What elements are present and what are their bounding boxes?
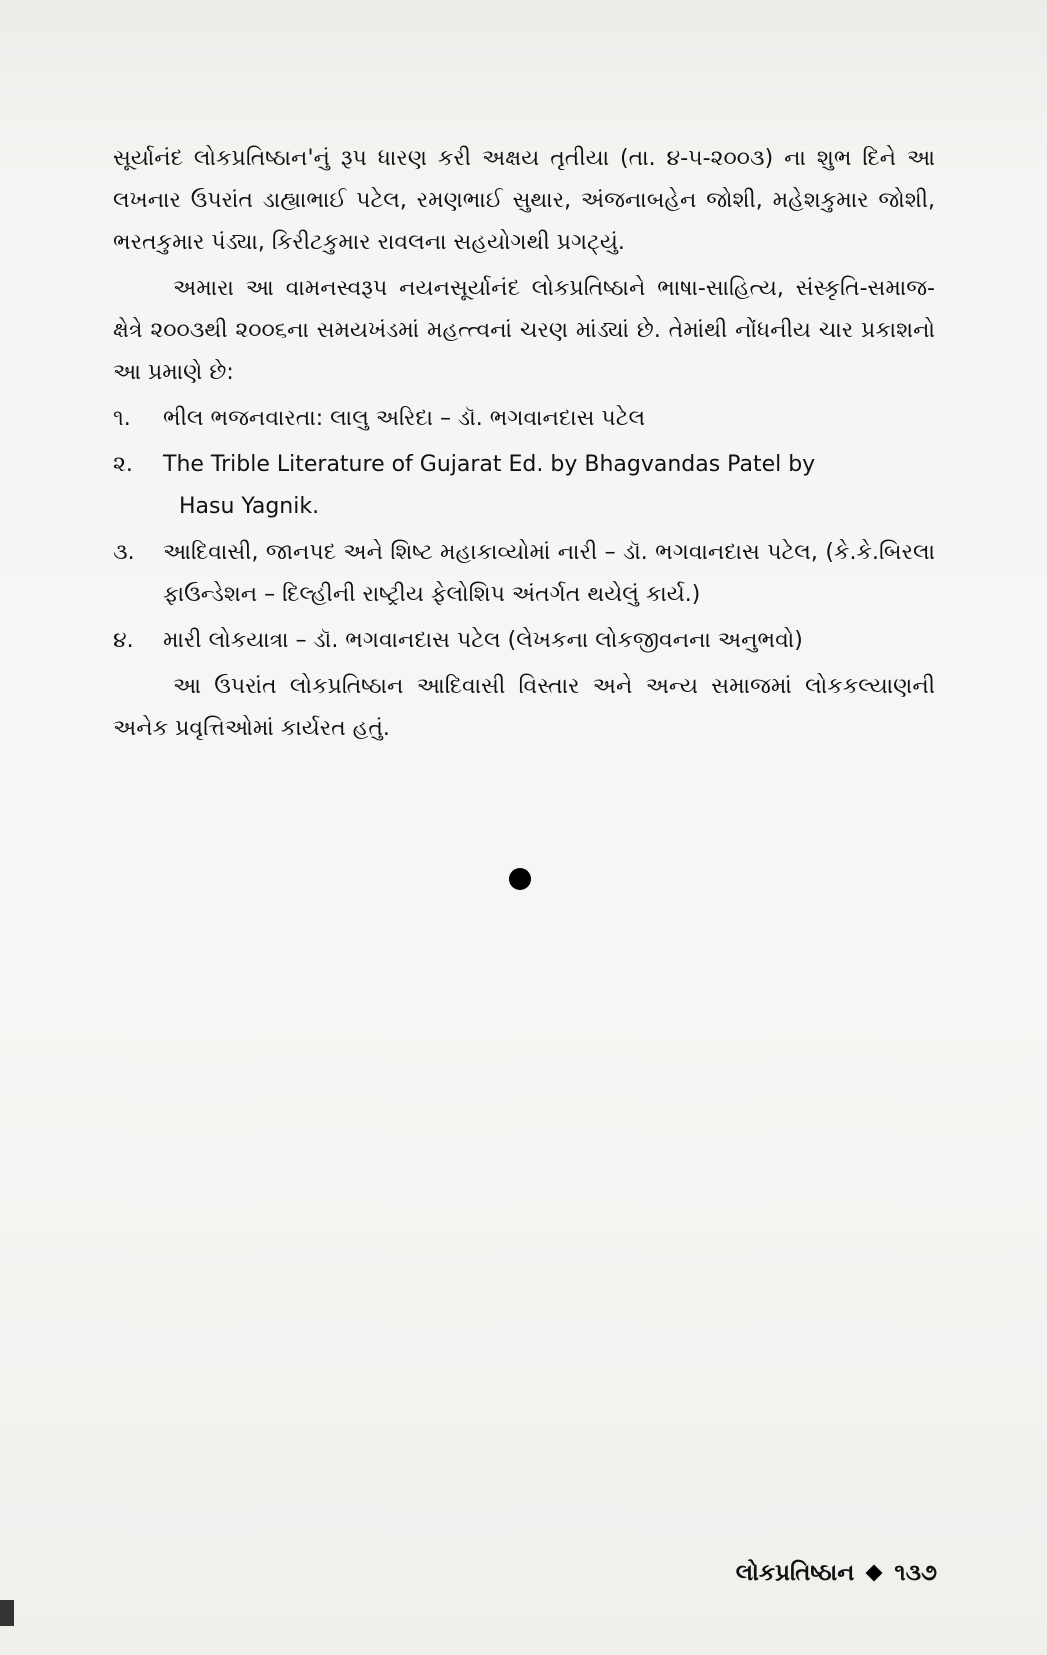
page-footer [736,1560,937,1586]
list-item [113,532,935,616]
intro-paragraph: સૂર્યાનંદ લોકપ્રતિષ્ઠાન'નું રૂપ ધારણ કરી અક્ષય તૃતીયા (તા. ૪-૫-૨૦૦૩) ના શુભ દિને આ લખનાર ઉપરાંત ડાહ્યાભાઈ પટેલ, રમણભાઈ સુથાર, અંજનાબહેન જોશી, મહેશકુમાર જોશી, ભરતકુમાર પંડ્યા, કિરીટકુમાર રાવલના સહયોગથી પ્રગટ્યું. [113,146,935,255]
list-item-number: ૪. [113,628,134,653]
list-item-number: ૨. [113,452,133,477]
list-item [113,620,935,662]
list-item [113,398,935,440]
footer-label: લોકપ્રતિષ્ઠાન [735,1560,855,1586]
list-item-number: ૩. [113,540,135,565]
list-item-text: આદિવાસી, જાનપદ અને શિષ્ટ મહાકાવ્યોમાં નારી – ડૉ. ભગવાનદાસ પટેલ, (કે.કે.બિરલા ફાઉન્ડેશન – દિલ્હીની રાષ્ટ્રીય ફેલોશિપ અંતર્ગત થયેલું કાર્ય.) [163,540,935,607]
diamond-separator-icon [866,1565,883,1582]
list-item [113,444,935,528]
list-item-number: ૧. [113,406,131,431]
section-end-bullet-icon [509,868,531,890]
list-item-continuation: Hasu Yagnik. [179,494,320,519]
list-item-text: મારી લોકયાત્રા – ડૉ. ભગવાનદાસ પટેલ (લેખકના લોકજીવનના અનુભવો) [163,628,803,653]
list-item-text: ભીલ ભજનવારતા: લાલુ અરિદા – ડૉ. ભગવાનદાસ પટેલ [163,406,646,431]
page-number: ૧૩૭ [894,1560,937,1586]
scan-edge-mark [0,1600,14,1626]
closing-paragraph: આ ઉપરાંત લોકપ્રતિષ્ઠાન આદિવાસી વિસ્તાર અને અન્ય સમાજમાં લોકકલ્યાણની અનેક પ્રવૃત્તિઓમાં કાર્યરત હતું. [113,674,935,741]
main-text-block [113,138,935,754]
second-paragraph: અમારા આ વામનસ્વરૂપ નયનસૂર્યાનંદ લોકપ્રતિષ્ઠાને ભાષા-સાહિત્ય, સંસ્કૃતિ-સમાજ-ક્ષેત્રે ૨૦૦૩થી ૨૦૦૬ના સમયખંડમાં મહત્ત્વનાં ચરણ માંડ્યાં છે. તેમાંથી નોંધનીય ચાર પ્રકાશનો આ પ્રમાણે છે: [113,276,935,385]
list-item-text: The Trible Literature of Gujarat Ed. by Bhagvandas Patel by Hasu Yagnik. [163,444,935,528]
